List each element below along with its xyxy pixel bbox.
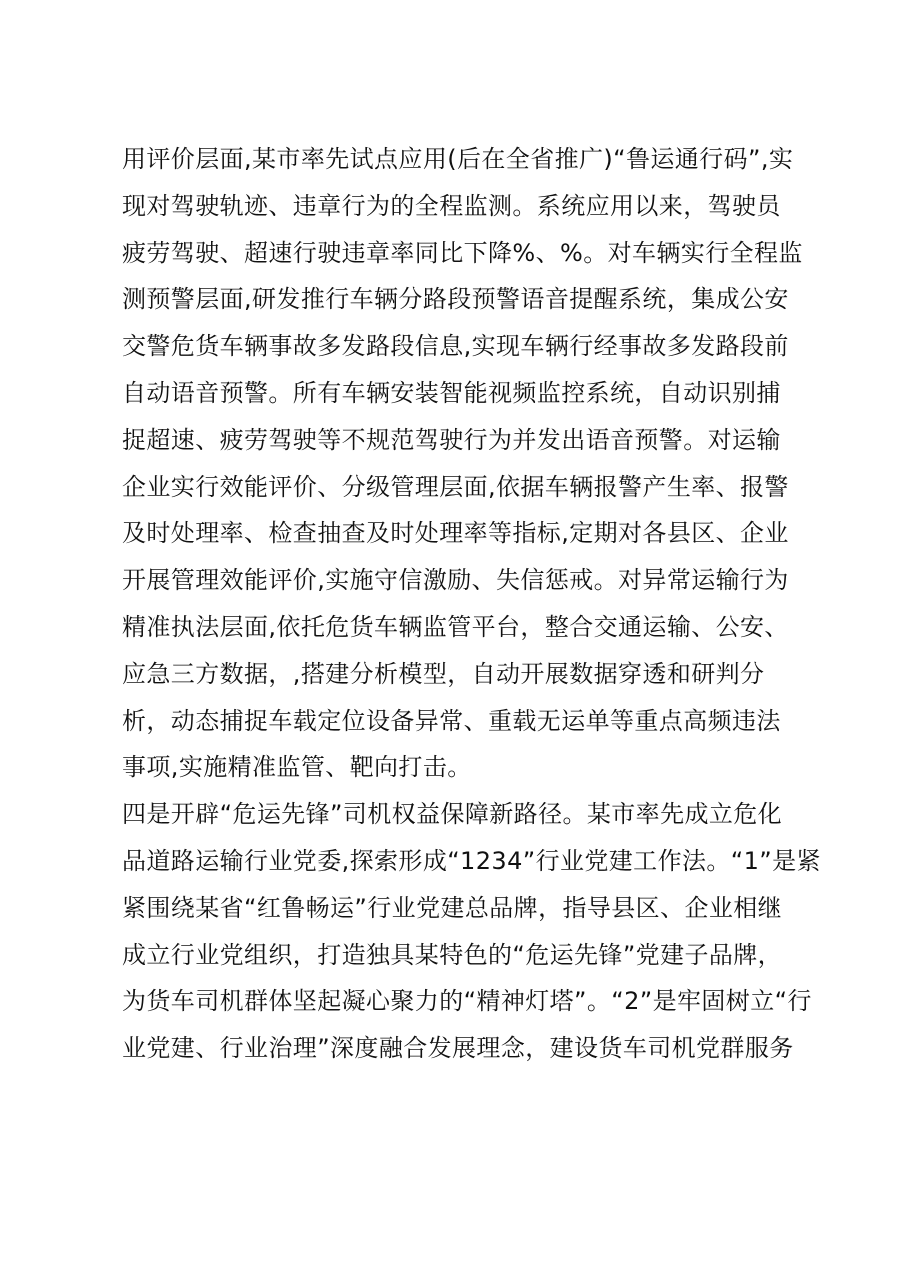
- text-line: 四是开辟“危运先锋”司机权益保障新路径。某市率先成立危化: [122, 800, 783, 829]
- text-line: 业党建、行业治理”深度融合发展理念，建设货车司机党群服务: [122, 1034, 794, 1063]
- text-line: 事项,实施精准监管、靶向打击。: [122, 753, 472, 782]
- text-line: 开展管理效能评价,实施守信激励、失信惩戒。对异常运输行为: [122, 566, 789, 595]
- text-line: 捉超速、疲劳驾驶等不规范驾驶行为并发出语音预警。对运输: [122, 425, 781, 454]
- text-line: 紧围绕某省“红鲁畅运”行业党建总品牌，指导县区、企业相继: [122, 893, 783, 922]
- text-line: 成立行业党组织，打造独具某特色的“危运先锋”党建子品牌，: [122, 940, 783, 969]
- text-line: 疲劳驾驶、超速行驶违章率同比下降%、%。对车辆实行全程监: [122, 238, 803, 267]
- text-line: 精准执法层面,依托危货车辆监管平台，整合交通运输、公安、: [122, 612, 789, 641]
- text-line: 企业实行效能评价、分级管理层面,依据车辆报警产生率、报警: [122, 472, 789, 501]
- text-line: 现对驾驶轨迹、违章行为的全程监测。系统应用以来，驾驶员: [122, 191, 781, 220]
- text-line: 为货车司机群体坚起凝心聚力的“精神灯塔”。“2”是牢固树立“行: [122, 987, 812, 1016]
- document-body-text: [122, 136, 821, 1072]
- text-line: 用评价层面,某市率先试点应用(后在全省推广)“鲁运通行码”,实: [122, 145, 794, 173]
- text-line: 测预警层面,研发推行车辆分路段预警语音提醒系统，集成公安: [122, 285, 789, 314]
- text-line: 及时处理率、检查抽查及时处理率等指标,定期对各县区、企业: [122, 519, 789, 548]
- text-line: 应急三方数据，,搭建分析模型，自动开展数据穿透和研判分: [122, 659, 765, 688]
- text-line: 品道路运输行业党委,探索形成“1234”行业党建工作法。“1”是紧: [122, 846, 821, 875]
- text-line: 析，动态捕捉车载定位设备异常、重载无运单等重点高频违法: [122, 706, 781, 735]
- text-line: 交警危货车辆事故多发路段信息,实现车辆行经事故多发路段前: [122, 332, 789, 361]
- text-line: 自动语音预警。所有车辆安装智能视频监控系统，自动识别捕: [122, 378, 781, 407]
